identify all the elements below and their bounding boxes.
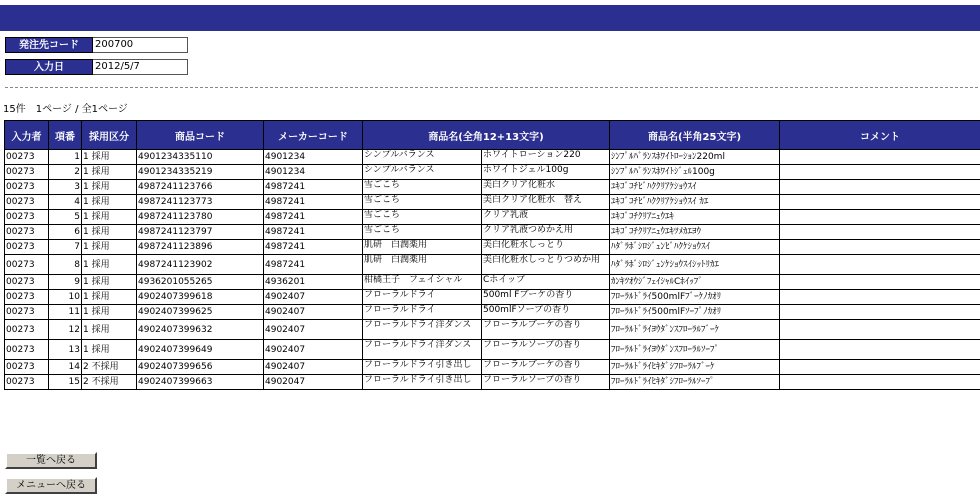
supplier-code-label: 発注先コード [5, 37, 93, 53]
header-name-half: 商品名(半角25文字) [610, 121, 780, 150]
cell-maker-code: 4902407 [264, 305, 363, 320]
cell-name-full [363, 255, 610, 275]
cell-name-full [363, 165, 610, 180]
entry-date-label: 入力日 [5, 59, 93, 75]
cell-name-part2: クリア乳液つめかえ用 [483, 225, 574, 235]
cell-name-part2: フローラルブーケの香り [483, 320, 582, 330]
cell-name-full [363, 305, 610, 320]
cell-name-part2: フローラルソープの香り [483, 340, 582, 350]
cell-name-full [363, 240, 610, 255]
cell-product-code: 4987241123797 [137, 225, 264, 240]
cell-name-half: ﾌﾛｰﾗﾙﾄﾞﾗｲﾋｷﾀﾞｼﾌﾛｰﾗﾙｿｰﾌﾟ [610, 375, 780, 390]
cell-comment [780, 150, 980, 165]
cell-user: 00273 [5, 255, 49, 275]
cell-maker-code: 4902407 [264, 320, 363, 340]
cell-no: 7 [49, 240, 82, 255]
cell-user: 00273 [5, 375, 49, 390]
entry-date-row [5, 59, 188, 75]
cell-user: 00273 [5, 210, 49, 225]
cell-name-half: ﾕｷｺﾞｺﾁｸﾘｱﾆｭｳｴｷ [610, 210, 780, 225]
cell-maker-code: 4987241 [264, 225, 363, 240]
cell-name-part1: フローラルドライ洋ダンス [363, 340, 482, 359]
cell-user: 00273 [5, 340, 49, 360]
cell-name-full [363, 275, 610, 290]
table-row [5, 340, 980, 360]
cell-no: 2 [49, 165, 82, 180]
cell-product-code: 4902407399618 [137, 290, 264, 305]
cell-no: 8 [49, 255, 82, 275]
cell-name-part1: フローラルドライ [363, 290, 482, 304]
table-row [5, 290, 980, 305]
table-body [5, 150, 980, 390]
cell-comment [780, 255, 980, 275]
cell-no: 15 [49, 375, 82, 390]
cell-comment [780, 180, 980, 195]
cell-product-code: 4987241123902 [137, 255, 264, 275]
cell-no: 13 [49, 340, 82, 360]
cell-name-full [363, 360, 610, 375]
cell-adopt: 1 採用 [82, 210, 137, 225]
cell-user: 00273 [5, 225, 49, 240]
cell-adopt: 1 採用 [82, 165, 137, 180]
cell-name-part1: 雪ごこち [363, 210, 482, 224]
cell-maker-code: 4987241 [264, 240, 363, 255]
entry-date-value: 2012/5/7 [93, 59, 188, 75]
cell-name-part1: シンプルバランス [363, 150, 482, 164]
cell-product-code: 4901234335110 [137, 150, 264, 165]
table-row [5, 360, 980, 375]
cell-comment [780, 290, 980, 305]
cell-adopt: 1 採用 [82, 150, 137, 165]
cell-comment [780, 305, 980, 320]
cell-maker-code: 4987241 [264, 210, 363, 225]
cell-name-half: ﾌﾛｰﾗﾙﾄﾞﾗｲﾋｷﾀﾞｼﾌﾛｰﾗﾙﾌﾞｰｹ [610, 360, 780, 375]
cell-name-full [363, 290, 610, 305]
cell-user: 00273 [5, 240, 49, 255]
cell-name-half: ｶﾝｷﾂｵｳｼﾞﾌｪｲｼｬﾙCﾎｲｯﾌﾟ [610, 275, 780, 290]
cell-name-full [363, 340, 610, 360]
cell-name-half: ｼﾝﾌﾟﾙﾊﾞﾗﾝｽﾎﾜｲﾄｼﾞｪﾙ100g [610, 165, 780, 180]
table-row [5, 210, 980, 225]
cell-maker-code: 4902047 [264, 375, 363, 390]
cell-no: 5 [49, 210, 82, 225]
cell-name-part1: 肌研 白潤薬用 [363, 255, 482, 274]
cell-comment [780, 210, 980, 225]
cell-name-part2: 美白クリア化粧水 替え [483, 195, 583, 205]
cell-maker-code: 4987241 [264, 180, 363, 195]
cell-comment [780, 225, 980, 240]
cell-comment [780, 375, 980, 390]
cell-name-full [363, 195, 610, 210]
cell-name-part2: 美白化粧水しっとりつめか用 [483, 255, 601, 265]
cell-user: 00273 [5, 180, 49, 195]
back-to-menu-button[interactable]: メニューへ戻る [5, 477, 97, 494]
cell-comment [780, 195, 980, 210]
cell-name-half: ﾌﾛｰﾗﾙﾄﾞﾗｲﾖｳﾀﾞﾝｽﾌﾛｰﾗﾙﾌﾞｰｹ [610, 320, 780, 340]
cell-comment [780, 320, 980, 340]
cell-product-code: 4902407399632 [137, 320, 264, 340]
table-row [5, 150, 980, 165]
table-row [5, 195, 980, 210]
table-row [5, 180, 980, 195]
cell-name-part2: 500ml Fブーケの香り [483, 290, 574, 300]
cell-name-half: ﾕｷｺﾞｺﾁｸﾘｱﾆｭｳｴｷﾂﾒｶｴﾖｳ [610, 225, 780, 240]
cell-product-code: 4987241123780 [137, 210, 264, 225]
cell-comment [780, 360, 980, 375]
cell-product-code: 4987241123766 [137, 180, 264, 195]
cell-name-full [363, 210, 610, 225]
cell-maker-code: 4936201 [264, 275, 363, 290]
cell-name-part2: フローラルブーケの香り [483, 360, 582, 370]
cell-name-part2: 美白化粧水しっとり [483, 240, 565, 250]
cell-name-half: ﾌﾛｰﾗﾙﾄﾞﾗｲ500mlFﾌﾞｰｹﾉｶｵﾘ [610, 290, 780, 305]
cell-name-part1: 雪ごこち [363, 225, 482, 239]
cell-adopt: 1 採用 [82, 320, 137, 340]
cell-product-code: 4902407399625 [137, 305, 264, 320]
cell-product-code: 4936201055265 [137, 275, 264, 290]
cell-no: 6 [49, 225, 82, 240]
back-to-list-button[interactable]: 一覧へ戻る [5, 452, 97, 469]
table-row [5, 255, 980, 275]
cell-user: 00273 [5, 320, 49, 340]
cell-product-code: 4987241123896 [137, 240, 264, 255]
cell-maker-code: 4902407 [264, 360, 363, 375]
cell-product-code: 4902407399649 [137, 340, 264, 360]
cell-name-full [363, 225, 610, 240]
cell-name-full [363, 180, 610, 195]
cell-name-half: ﾌﾛｰﾗﾙﾄﾞﾗｲﾖｳﾀﾞﾝｽﾌﾛｰﾗﾙｿｰﾌﾟ [610, 340, 780, 360]
cell-user: 00273 [5, 290, 49, 305]
cell-name-part1: 肌研 白潤薬用 [363, 240, 482, 254]
cell-comment [780, 165, 980, 180]
cell-name-part1: フローラルドライ引き出し [363, 360, 482, 374]
cell-name-part1: 柑橘王子 フェイシャル [363, 275, 482, 289]
cell-maker-code: 4901234 [264, 150, 363, 165]
table-row [5, 225, 980, 240]
table-row [5, 305, 980, 320]
cell-name-part1: 雪ごこち [363, 195, 482, 209]
cell-no: 4 [49, 195, 82, 210]
cell-adopt: 1 採用 [82, 225, 137, 240]
cell-maker-code: 4987241 [264, 195, 363, 210]
cell-name-part2: 美白クリア化粧水 [483, 180, 556, 190]
cell-name-part2: ホワイトローション220 [483, 150, 581, 160]
header-product-code: 商品コード [137, 121, 264, 150]
cell-adopt: 2 不採用 [82, 360, 137, 375]
header-adopt: 採用区分 [82, 121, 137, 150]
cell-name-half: ﾌﾛｰﾗﾙﾄﾞﾗｲ500mlFｿｰﾌﾟﾉｶｵﾘ [610, 305, 780, 320]
cell-product-code: 4987241123773 [137, 195, 264, 210]
header-name-full: 商品名(全角12+13文字) [363, 121, 610, 150]
cell-adopt: 1 採用 [82, 275, 137, 290]
title-bar [0, 5, 980, 31]
header-maker-code: メーカーコード [264, 121, 363, 150]
cell-maker-code: 4902407 [264, 290, 363, 305]
cell-adopt: 1 採用 [82, 290, 137, 305]
cell-name-part2: フローラルソープの香り [483, 375, 582, 385]
table-row [5, 375, 980, 390]
cell-name-part1: シンプルバランス [363, 165, 482, 179]
cell-adopt: 2 不採用 [82, 375, 137, 390]
cell-name-part1: フローラルドライ [363, 305, 482, 319]
cell-name-part1: フローラルドライ洋ダンス [363, 320, 482, 339]
table-row [5, 165, 980, 180]
cell-no: 11 [49, 305, 82, 320]
cell-no: 1 [49, 150, 82, 165]
cell-comment [780, 275, 980, 290]
cell-maker-code: 4901234 [264, 165, 363, 180]
divider [5, 87, 978, 88]
cell-user: 00273 [5, 150, 49, 165]
cell-no: 12 [49, 320, 82, 340]
cell-adopt: 1 採用 [82, 195, 137, 210]
cell-product-code: 4902407399663 [137, 375, 264, 390]
cell-adopt: 1 採用 [82, 180, 137, 195]
cell-comment [780, 340, 980, 360]
cell-adopt: 1 採用 [82, 340, 137, 360]
header-user: 入力者 [5, 121, 49, 150]
pagination-info: 15件 1ページ / 全1ページ [3, 104, 128, 115]
cell-name-half: ﾕｷｺﾞｺﾁﾋﾞﾊｸｸﾘｱｹｼｮｳｽｲ ｶｴ [610, 195, 780, 210]
product-table [4, 120, 980, 390]
cell-user: 00273 [5, 165, 49, 180]
cell-user: 00273 [5, 275, 49, 290]
cell-no: 14 [49, 360, 82, 375]
cell-user: 00273 [5, 360, 49, 375]
cell-no: 10 [49, 290, 82, 305]
cell-name-full [363, 150, 610, 165]
cell-name-half: ﾊﾀﾞﾗﾎﾞｼﾛｼﾞｭﾝｹｼｮｳｽｲｼｯﾄﾘｶｴ [610, 255, 780, 275]
cell-adopt: 1 採用 [82, 240, 137, 255]
cell-name-part2: Cホイップ [483, 275, 526, 285]
cell-name-half: ﾕｷｺﾞｺﾁﾋﾞﾊｸｸﾘｱｹｼｮｳｽｲ [610, 180, 780, 195]
table-row [5, 320, 980, 340]
header-no: 項番 [49, 121, 82, 150]
cell-name-full [363, 320, 610, 340]
cell-comment [780, 240, 980, 255]
cell-user: 00273 [5, 195, 49, 210]
cell-name-half: ｼﾝﾌﾟﾙﾊﾞﾗﾝｽﾎﾜｲﾄﾛｰｼｮﾝ220ml [610, 150, 780, 165]
cell-name-part2: クリア乳液 [483, 210, 529, 220]
header-comment: コメント [780, 121, 980, 150]
cell-product-code: 4901234335219 [137, 165, 264, 180]
cell-name-part1: 雪ごこち [363, 180, 482, 194]
supplier-code-value: 200700 [93, 37, 188, 53]
table-header-row [5, 121, 980, 150]
cell-product-code: 4902407399656 [137, 360, 264, 375]
cell-name-half: ﾊﾀﾞﾗﾎﾞｼﾛｼﾞｭﾝﾋﾞﾊｸｹｼｮｳｽｲ [610, 240, 780, 255]
cell-adopt: 1 採用 [82, 255, 137, 275]
cell-user: 00273 [5, 305, 49, 320]
supplier-code-row [5, 37, 188, 53]
cell-maker-code: 4987241 [264, 255, 363, 275]
cell-name-full [363, 375, 610, 390]
cell-name-part2: 500mlFソープの香り [483, 305, 571, 315]
cell-no: 9 [49, 275, 82, 290]
table-row [5, 240, 980, 255]
cell-name-part2: ホワイトジェル100g [483, 165, 569, 175]
cell-no: 3 [49, 180, 82, 195]
cell-maker-code: 4902407 [264, 340, 363, 360]
table-row [5, 275, 980, 290]
cell-adopt: 1 採用 [82, 305, 137, 320]
cell-name-part1: フローラルドライ引き出し [363, 375, 482, 389]
